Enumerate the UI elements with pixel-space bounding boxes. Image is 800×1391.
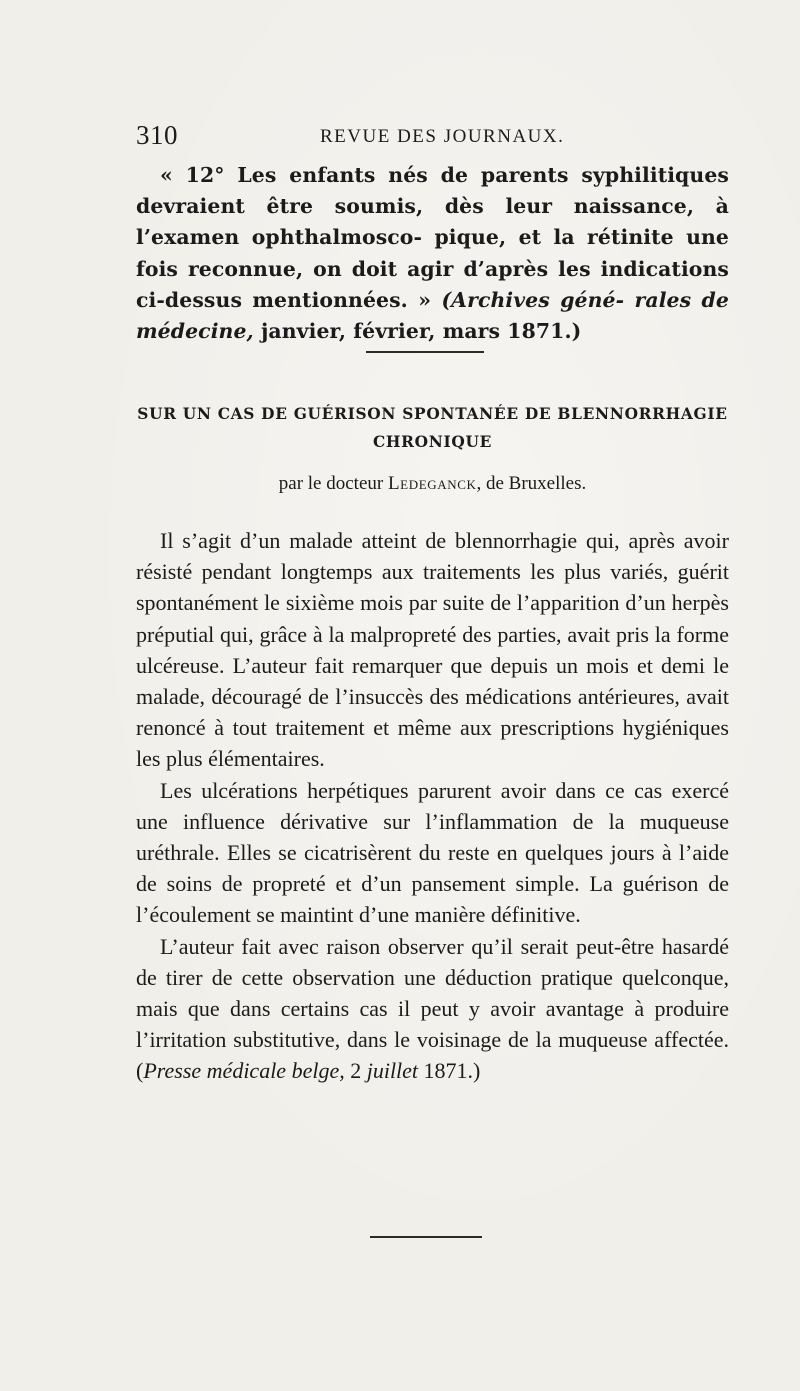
article-paragraph: Il s’agit d’un malade atteint de blennorrhagie qui, après avoir résisté pendant longtemps aux traitements les plus variés, guérit spontanément le sixième mois par suite de l’apparition d’un herpès préputial qui, grâce à la malpropreté des parties, avait pris la forme ulcéreuse. L’auteur fait remarquer que depuis un mois et demi le malade, découragé de l’insuccès des médications antérieures, avait renoncé à tout traitement et même aux prescriptions hygiéniques les plus élémentaires. (136, 528, 729, 772)
article-paragraph: Les ulcérations herpétiques parurent avoir dans ce cas exercé une influence dérivative sur l’inflammation de la muqueuse uréthrale. Elles se cicatrisèrent du reste en quelques jours à l’aide de soins de propreté et d’un pansement simple. La guérison de l’écoulement se maintint d’une manière définitive. (136, 777, 729, 928)
article-title (136, 400, 729, 456)
article-title-line: SUR UN CAS DE GUÉRISON SPONTANÉE DE BLENNORRHAGIE (137, 405, 728, 423)
source-date: janvier, février, mars 1871.) (253, 319, 582, 344)
citation-year: 1871.) (418, 1058, 481, 1084)
quote-line: pique, et la rétinite une fois reconnue, on doit agir d’après (136, 225, 729, 281)
byline-suffix: , de Bruxelles. (476, 473, 587, 494)
page-header (136, 120, 736, 154)
source-journal: (Archives géné- (441, 287, 625, 312)
quote-line: « 12° Les enfants nés de parents syphilitiques devraient (136, 163, 729, 219)
quote-line: les indications ci-dessus mentionnées. » (136, 256, 729, 312)
byline-prefix: par le docteur (278, 473, 388, 494)
byline-author: Ledeganck (387, 473, 477, 494)
section-divider (366, 351, 484, 353)
running-head: REVUE DES JOURNAUX. (320, 126, 565, 147)
page-number: 310 (136, 120, 178, 150)
article-paragraph (136, 931, 729, 1087)
quote-line: être soumis, dès leur naissance, à l’examen ophthalmosco- (136, 194, 729, 250)
citation-month: juillet (366, 1058, 419, 1084)
source-journal-cont: rales de médecine, (136, 287, 729, 344)
article-byline (136, 470, 729, 498)
previous-article-ending (136, 160, 729, 347)
article-body (136, 525, 729, 1087)
citation-source: Presse médicale belge, (143, 1058, 345, 1084)
paragraph-text: L’auteur fait avec raison observer qu’il serait peut-être hasardé de tirer de cette observation une déduction pratique quelconque, mais que dans certains cas il peut y avoir avantage à produire l’irritation substitutive, dans le voisinage de la muqueuse affectée. ( (136, 933, 729, 1084)
end-divider (370, 1236, 482, 1238)
quote-paragraph (136, 160, 729, 347)
article-title-line: CHRONIQUE (372, 433, 493, 451)
citation-day: 2 (350, 1058, 367, 1084)
